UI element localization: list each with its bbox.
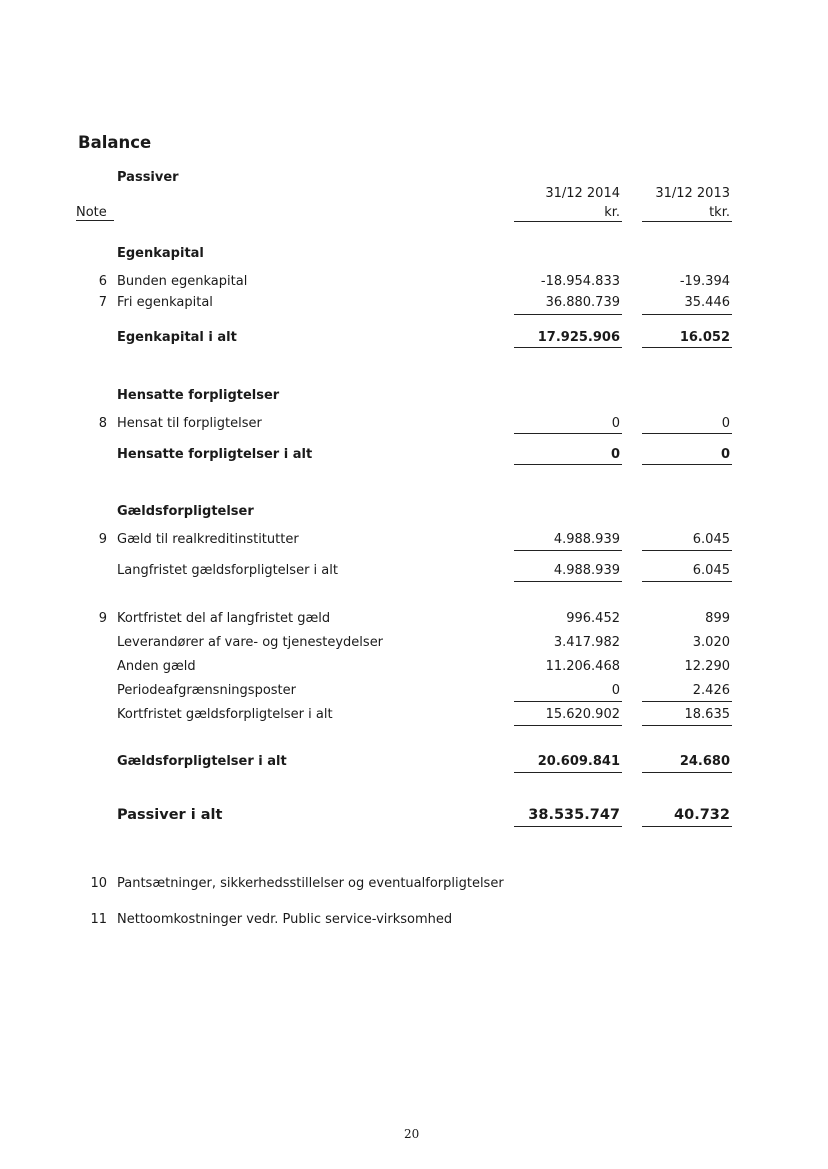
subtotal-rule <box>514 701 622 702</box>
table-row <box>0 659 828 677</box>
note-column-header: Note <box>76 205 114 221</box>
subtotal-rule <box>642 550 732 551</box>
total-rule <box>514 464 622 465</box>
value-2014: -18.954.833 <box>540 274 620 289</box>
total-row <box>0 447 828 465</box>
table-row <box>0 611 828 629</box>
col-2014-header-rule <box>514 221 622 222</box>
row-label: Hensat til forpligtelser <box>117 416 262 431</box>
note-line <box>0 876 828 894</box>
value-2014: 996.452 <box>566 611 620 626</box>
value-2014: 4.988.939 <box>553 532 620 547</box>
value-2014: 0 <box>611 416 620 431</box>
value-2013: 35.446 <box>684 295 730 310</box>
row-label: Kortfristet del af langfristet gæld <box>117 611 331 626</box>
value-2013: 40.732 <box>674 807 730 823</box>
value-2013: 0 <box>721 416 730 431</box>
value-2014: 20.609.841 <box>537 754 620 769</box>
value-2014: 38.535.747 <box>528 807 620 823</box>
value-2014: 36.880.739 <box>545 295 620 310</box>
subtotal-rule <box>642 725 732 726</box>
value-2013: 0 <box>720 447 730 462</box>
subsection-header-egenkapital: Egenkapital <box>117 246 204 261</box>
subtotal-rule <box>514 581 622 582</box>
value-2013: 12.290 <box>684 659 730 674</box>
note-ref: 8 <box>98 416 107 431</box>
total-rule <box>514 772 622 773</box>
total-row <box>0 754 828 772</box>
row-label: Anden gæld <box>117 659 196 674</box>
note-line <box>0 912 828 930</box>
subtotal-rule <box>642 433 732 434</box>
value-2014: 17.925.906 <box>537 330 620 345</box>
total-rule <box>514 347 622 348</box>
row-label: Kortfristet gældsforpligtelser i alt <box>117 707 333 722</box>
value-2013: 16.052 <box>679 330 730 345</box>
note-ref: 9 <box>98 611 107 626</box>
col-2014-date: 31/12 2014 <box>545 186 620 201</box>
page-number: 20 <box>404 1127 420 1141</box>
table-row <box>0 295 828 313</box>
note-ref: 7 <box>98 295 107 310</box>
subsection-header-gaeld: Gældsforpligtelser <box>117 504 254 519</box>
value-2014: 4.988.939 <box>553 563 620 578</box>
value-2014: 11.206.468 <box>545 659 620 674</box>
value-2013: -19.394 <box>679 274 730 289</box>
row-label: Pantsætninger, sikkerhedsstillelser og eventualforpligtelser <box>117 876 504 891</box>
col-2013-unit: tkr. <box>709 205 730 220</box>
row-label: Passiver i alt <box>117 807 223 823</box>
value-2013: 6.045 <box>692 563 730 578</box>
subsection-header-hensatte: Hensatte forpligtelser <box>117 388 280 403</box>
total-rule <box>642 772 732 773</box>
note-ref: 6 <box>98 274 107 289</box>
value-2013: 24.680 <box>679 754 730 769</box>
total-rule <box>642 464 732 465</box>
row-label: Fri egenkapital <box>117 295 213 310</box>
section-header-passiver: Passiver <box>117 170 179 185</box>
note-ref: 9 <box>98 532 107 547</box>
row-label: Hensatte forpligtelser i alt <box>117 447 313 462</box>
row-label: Bunden egenkapital <box>117 274 248 289</box>
row-label: Nettoomkostninger vedr. Public service-virksomhed <box>117 912 453 927</box>
row-label: Periodeafgrænsningsposter <box>117 683 296 698</box>
table-row <box>0 683 828 701</box>
value-2014: 15.620.902 <box>545 707 620 722</box>
value-2013: 18.635 <box>684 707 730 722</box>
value-2013: 2.426 <box>692 683 730 698</box>
subtotal-rule <box>514 433 622 434</box>
grand-total-rule <box>642 826 732 827</box>
subtotal-rule <box>642 314 732 315</box>
total-rule <box>642 347 732 348</box>
value-2014: 0 <box>610 447 620 462</box>
row-label: Egenkapital i alt <box>117 330 237 345</box>
grand-total-rule <box>514 826 622 827</box>
page-title: Balance <box>78 133 152 152</box>
row-label: Gældsforpligtelser i alt <box>117 754 287 769</box>
table-row <box>0 274 828 292</box>
col-2014-unit: kr. <box>604 205 620 220</box>
value-2013: 6.045 <box>692 532 730 547</box>
subtotal-rule <box>642 581 732 582</box>
subtotal-row <box>0 563 828 581</box>
subtotal-rule <box>642 701 732 702</box>
row-label: Leverandører af vare- og tjenesteydelser <box>117 635 384 650</box>
value-2013: 899 <box>705 611 730 626</box>
row-label: Gæld til realkreditinstitutter <box>117 532 299 547</box>
subtotal-rule <box>514 314 622 315</box>
grand-total-row <box>0 807 828 825</box>
col-2013-date: 31/12 2013 <box>655 186 730 201</box>
note-ref: 10 <box>90 876 107 891</box>
value-2013: 3.020 <box>692 635 730 650</box>
table-row <box>0 635 828 653</box>
subtotal-rule <box>514 725 622 726</box>
subtotal-rule <box>514 550 622 551</box>
total-row <box>0 330 828 348</box>
table-row <box>0 416 828 434</box>
col-2013-header-rule <box>642 221 732 222</box>
value-2014: 3.417.982 <box>553 635 620 650</box>
table-row <box>0 532 828 550</box>
subtotal-row <box>0 707 828 725</box>
note-ref: 11 <box>90 912 107 927</box>
row-label: Langfristet gældsforpligtelser i alt <box>117 563 338 578</box>
value-2014: 0 <box>611 683 620 698</box>
